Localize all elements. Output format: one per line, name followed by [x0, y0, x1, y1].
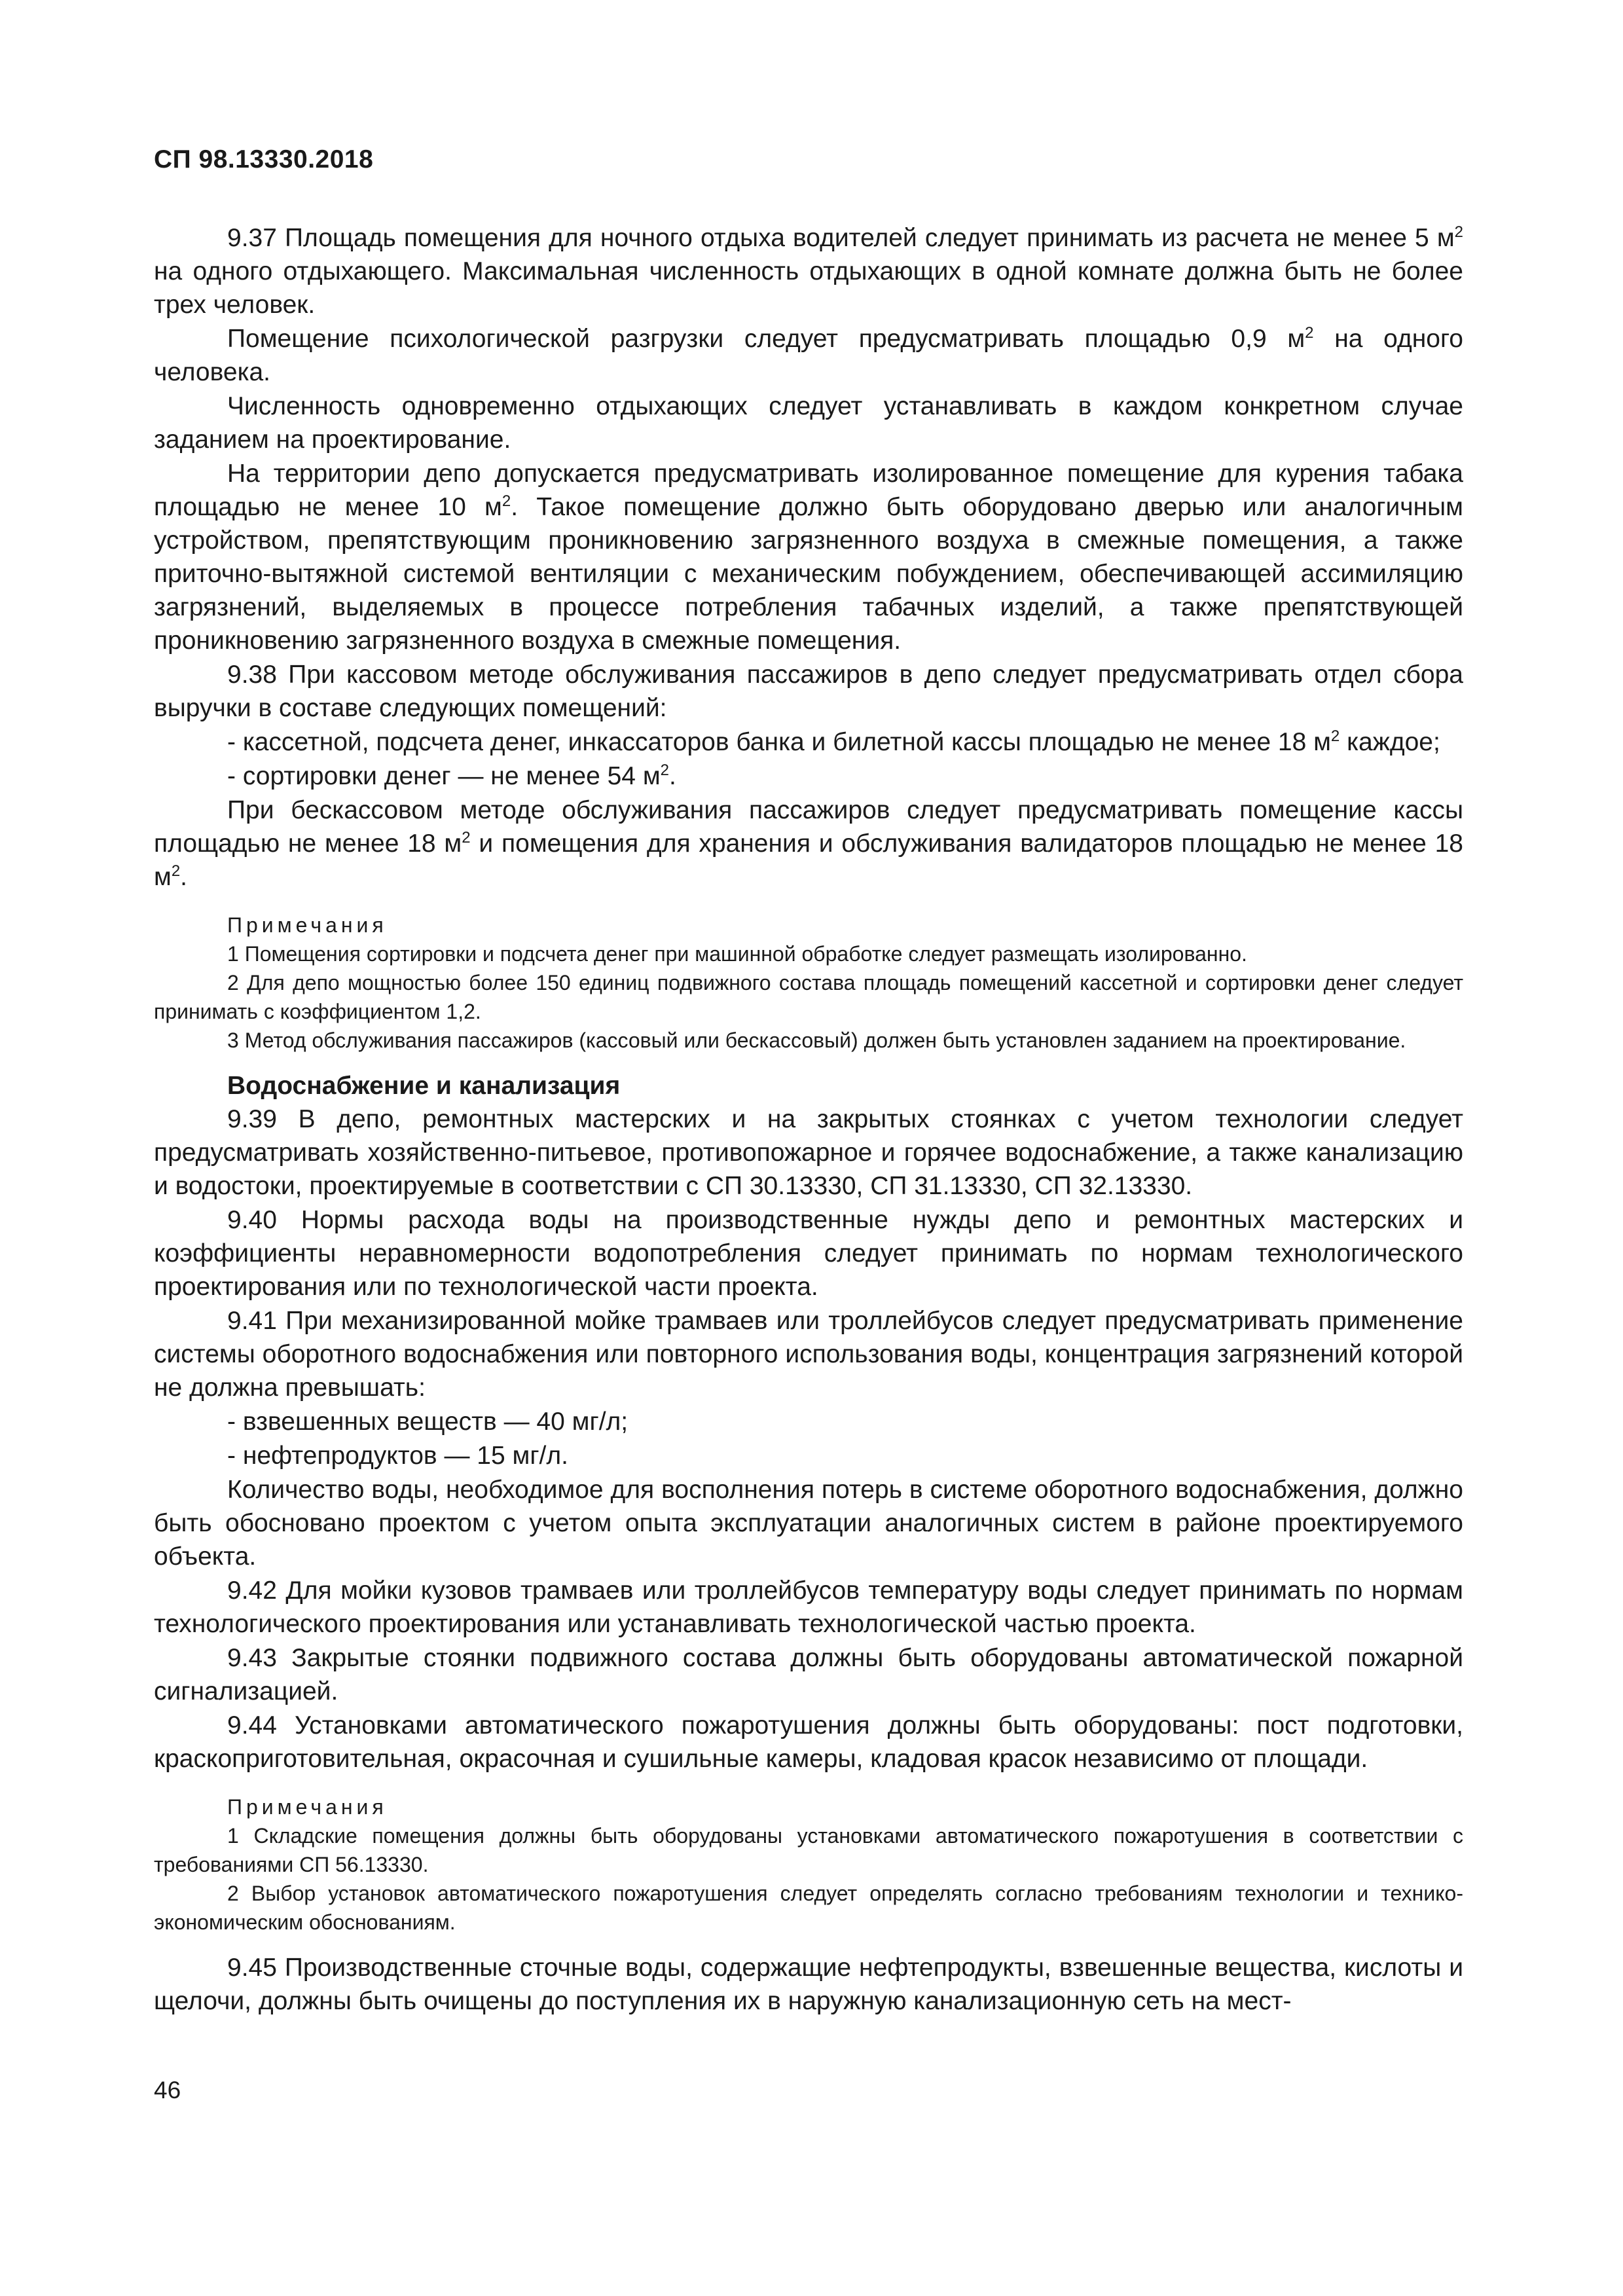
note-item: 2 Для депо мощностью более 150 единиц подвижного состава площадь помещений кассетной и сортировки денег следует принимать с коэффициентом 1,2.	[154, 971, 1463, 1023]
clause-9-43: 9.43 Закрытые стоянки подвижного состава должны быть оборудованы автоматической пожарной сигнализацией.	[154, 1644, 1463, 1705]
notes-title: Примечания	[227, 913, 388, 937]
list-item-cassette-room: - кассетной, подсчета денег, инкассаторов банка и билетной кассы площадью не менее 18 $м^2$ каждое;	[227, 727, 1440, 756]
clause-9-45: 9.45 Производственные сточные воды, содержащие нефтепродукты, взвешенные вещества, кислоты и щелочи, должны быть очищены до поступления их в наружную канализационную сеть на мест-	[154, 1954, 1463, 2015]
clause-9-44: 9.44 Установками автоматического пожаротушения должны быть оборудованы: пост подготовки, краскоприготовительная, окрасочная и сушильные камеры, кладовая красок независимо от площади.	[154, 1711, 1463, 1773]
clause-9-39: 9.39 В депо, ремонтных мастерских и на закрытых стоянках с учетом технологии следует предусматривать хозяйственно-питьевое, противопожарное и горячее водоснабжение, а также канализацию и водостоки, проектируемые в соответствии с СП 30.13330, СП 31.13330, СП 32.13330.	[154, 1105, 1463, 1200]
page-number: 46	[154, 2077, 181, 2104]
notes-title: Примечания	[227, 1795, 388, 1819]
clause-9-42: 9.42 Для мойки кузовов трамваев или троллейбусов температуру воды следует принимать по нормам технологического проектирования или устанавливать технологической частью проекта.	[154, 1576, 1463, 1638]
clause-9-37: 9.37 Площадь помещения для ночного отдыха водителей следует принимать из расчета не менее 5 $м^2$ на одного отдыхающего. Максимальная численность отдыхающих в одной комнате должна быть не более трех человек.	[154, 223, 1463, 319]
notes-block-2	[154, 1793, 1463, 1937]
document-code-header: СП 98.13330.2018	[154, 145, 374, 173]
section-title-water-supply: Водоснабжение и канализация	[227, 1072, 621, 1100]
paragraph-psychological-room: Помещение психологической разгрузки следует предусматривать площадью 0,9 $м^2$ на одного человека.	[154, 324, 1463, 386]
document-body	[154, 221, 1463, 2018]
clause-9-41: 9.41 При механизированной мойке трамваев или троллейбусов следует предусматривать применение системы оборотного водоснабжения или повторного использования воды, концентрация загрязнений которой не должна превышать:	[154, 1307, 1463, 1402]
list-item-oil-products: - нефтепродуктов — 15 мг/л.	[227, 1442, 568, 1470]
paragraph-cashless-method: При бескассовом методе обслуживания пассажиров следует предусматривать помещение кассы площадью не менее 18 $м^2$ и помещения для хранения и обслуживания валидаторов площадью не менее 18 $м^2$.	[154, 796, 1463, 891]
paragraph-smoking-room: На территории депо допускается предусматривать изолированное помещение для курения табака площадью не менее 10 $м^2$. Такое помещение должно быть оборудовано дверью или аналогичным устройством, препятствующим проникновению загрязненного воздуха в смежные помещения, а также приточно-вытяжной системой вентиляции с механическим побуждением, обеспечивающей ассимиляцию загрязнений, выделяемых в процессе потребления табачных изделий, а также препятствующей проникновению загрязненного воздуха в смежные помещения.	[154, 460, 1463, 655]
note-item: 1 Помещения сортировки и подсчета денег при машинной обработке следует размещать изолированно.	[227, 942, 1247, 966]
note-item: 3 Метод обслуживания пассажиров (кассовый или бескассовый) должен быть установлен заданием на проектирование.	[227, 1029, 1406, 1052]
list-item-suspended-solids: - взвешенных веществ — 40 мг/л;	[227, 1408, 629, 1436]
list-item-money-sorting: - сортировки денег — не менее 54 $м^2$.	[227, 761, 676, 790]
clause-9-38: 9.38 При кассовом методе обслуживания пассажиров в депо следует предусматривать отдел сбора выручки в составе следующих помещений:	[154, 661, 1463, 722]
note-item: 1 Складские помещения должны быть оборудованы установками автоматического пожаротушения в соответствии с требованиями СП 56.13330.	[154, 1824, 1463, 1876]
note-item: 2 Выбор установок автоматического пожаротушения следует определять согласно требованиям технологии и технико-экономическим обоснованиям.	[154, 1882, 1463, 1934]
paragraph-water-quantity: Количество воды, необходимое для восполнения потерь в системе оборотного водоснабжения, должно быть обосновано проектом с учетом опыта эксплуатации аналогичных систем в районе проектируемого объекта.	[154, 1476, 1463, 1571]
clause-9-40: 9.40 Нормы расхода воды на производственные нужды депо и ремонтных мастерских и коэффициенты неравномерности водопотребления следует принимать по нормам технологического проектирования или по технологической части проекта.	[154, 1206, 1463, 1301]
paragraph-rest-count: Численность одновременно отдыхающих следует устанавливать в каждом конкретном случае заданием на проектирование.	[154, 392, 1463, 454]
notes-block-1	[154, 911, 1463, 1055]
